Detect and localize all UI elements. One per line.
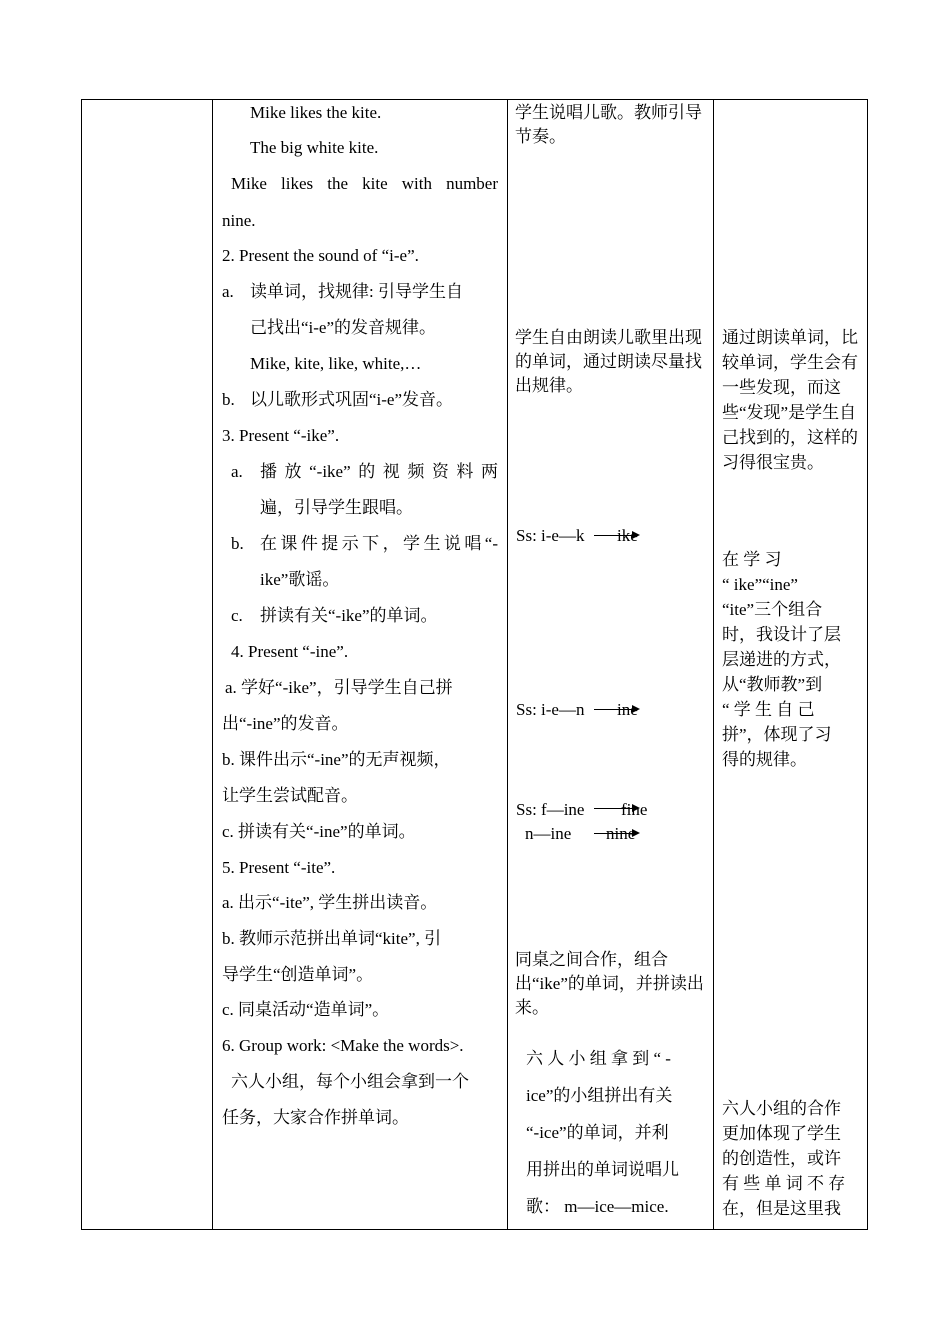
step-text: 在课件提示下，学生说唱“-: [260, 534, 498, 553]
design-intent: 拼”，体现了习: [722, 725, 832, 744]
student-activity: 学生说唱儿歌。教师引导节奏。: [515, 103, 702, 146]
chant-line: nine.: [222, 211, 256, 230]
phonics-result: ine: [617, 700, 638, 719]
list-label: c.: [231, 606, 243, 625]
phonics-result: fine: [621, 800, 648, 819]
step-text: 让学生尝试配音。: [222, 786, 358, 805]
student-activity: “-ice”的单词，并利: [526, 1123, 669, 1142]
design-intent: 的创造性，或许: [722, 1149, 841, 1168]
step-text: 拼读有关“-ike”的单词。: [260, 606, 438, 625]
step-text: b. 教师示范拼出单词“kite”, 引: [222, 929, 442, 948]
phonics-result: ike: [617, 526, 638, 545]
design-intent: 在 学 习: [722, 550, 782, 569]
list-label: b.: [231, 534, 244, 553]
step-text: a. 学好“-ike”，引导学生自己拼: [225, 678, 453, 697]
step-title: 2. Present the sound of “i-e”.: [222, 246, 419, 265]
step-text: 遍，引导学生跟唱。: [260, 498, 413, 517]
list-label: a.: [231, 462, 243, 481]
chant-line: Mike likes the kite.: [250, 103, 382, 122]
step-text: 出“-ine”的发音。: [222, 714, 349, 733]
phonics-chain: Ss: f—ine: [516, 800, 585, 819]
list-label: a.: [222, 282, 234, 301]
phonics-chain: n—ine: [525, 824, 572, 843]
column-divider-3: [713, 99, 714, 1230]
step-text: c. 同桌活动“造单词”。: [222, 1000, 390, 1019]
step-text: 己找出“i-e”的发音规律。: [250, 318, 437, 337]
design-intent: 从“教师教”到: [722, 675, 823, 694]
design-intent: 有 些 单 词 不 存: [722, 1174, 846, 1193]
phonics-chain: Ss: i-e—n: [516, 700, 585, 719]
design-intent: 得的规律。: [722, 750, 807, 769]
phonics-chain: Ss: i-e—k: [516, 526, 585, 545]
step-text: ike”歌谣。: [260, 570, 340, 589]
step-text: c. 拼读有关“-ine”的单词。: [222, 822, 416, 841]
list-label: b.: [222, 390, 235, 409]
column-divider-2: [507, 99, 508, 1230]
design-intent: 更加体现了学生: [722, 1124, 841, 1143]
student-activity: 学生自由朗读儿歌里出现的单词，通过朗读尽量找出规律。: [515, 328, 702, 395]
step-text: 读单词，找规律: 引导学生自: [250, 282, 463, 301]
step-title: 3. Present “-ike”.: [222, 426, 340, 445]
phonics-result: nine: [606, 824, 636, 843]
step-title: 4. Present “-ine”.: [231, 642, 349, 661]
design-intent: 在，但是这里我: [722, 1199, 841, 1218]
word-list: Mike, kite, like, white,…: [250, 354, 422, 373]
design-intent: “ 学 生 自 己: [722, 700, 815, 719]
step-title: 5. Present “-ite”.: [222, 858, 336, 877]
design-intent: 通过朗读单词，比较单词，学生会有一些发现，而这些“发现”是学生自己找到的，这样的习得很宝贵。: [722, 328, 858, 472]
student-activity: ice”的小组拼出有关: [526, 1086, 673, 1105]
chant-line: Mike likes the kite with number: [231, 174, 498, 193]
design-intent: 时，我设计了层: [722, 625, 841, 644]
step-title: 6. Group work: <Make the words>.: [222, 1036, 464, 1055]
design-intent: “ite”三个组合: [722, 600, 823, 619]
step-text: 六人小组，每个小组会拿到一个: [231, 1072, 469, 1091]
student-activity: 歌： m—ice—mice.: [526, 1197, 669, 1216]
design-intent: 层递进的方式，: [722, 650, 841, 669]
step-text: b. 课件出示“-ine”的无声视频，: [222, 750, 451, 769]
chant-line: The big white kite.: [250, 138, 379, 157]
design-intent: 六人小组的合作: [722, 1099, 841, 1118]
step-text: a. 出示“-ite”, 学生拼出读音。: [222, 893, 438, 912]
student-activity: 同桌之间合作，组合出“ike”的单词，并拼读出来。: [515, 950, 704, 1017]
step-text: 播放“-ike”的视频资料两: [260, 462, 498, 481]
student-activity: 六 人 小 组 拿 到 “ -: [526, 1049, 671, 1068]
step-text: 以儿歌形式巩固“i-e”发音。: [250, 390, 454, 409]
student-activity: 用拼出的单词说唱儿: [526, 1160, 679, 1179]
design-intent: “ ike”“ine”: [722, 575, 798, 594]
step-text: 导学生“创造单词”。: [222, 965, 374, 984]
column-divider-1: [212, 99, 213, 1230]
step-text: 任务，大家合作拼单词。: [222, 1108, 409, 1127]
